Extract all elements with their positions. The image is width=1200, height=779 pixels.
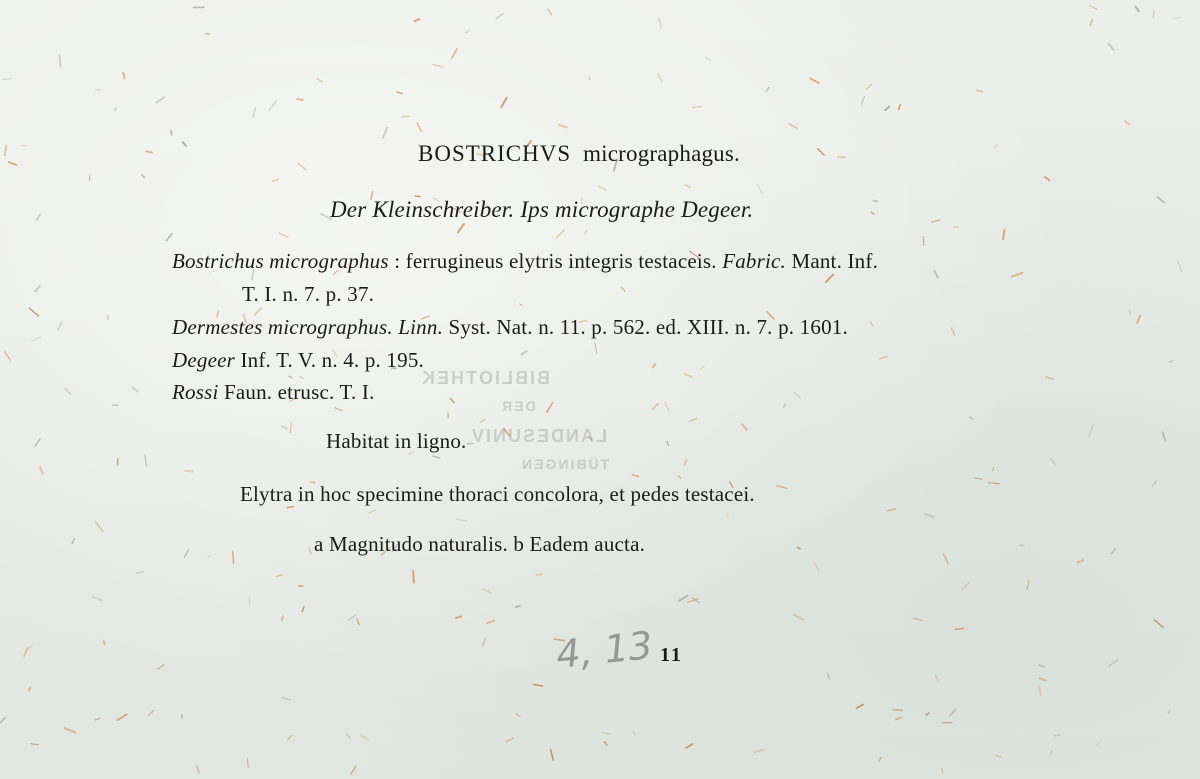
paper-fiber: [856, 705, 863, 709]
paper-fiber: [1163, 432, 1166, 440]
paper-fiber: [118, 714, 127, 720]
paper-fiber: [156, 97, 165, 103]
paper-fiber: [794, 392, 800, 398]
paper-fiber: [974, 478, 982, 479]
paper-fiber: [487, 621, 494, 624]
paper-fiber: [1109, 660, 1118, 666]
paper-fiber: [171, 131, 172, 135]
paper-fiber: [115, 108, 117, 110]
paper-fiber: [433, 456, 440, 458]
paper-fiber: [944, 554, 949, 564]
page-number: 11: [660, 644, 683, 666]
paper-fiber: [104, 641, 105, 645]
paper-fiber: [632, 475, 638, 477]
paper-fiber: [146, 151, 152, 152]
paper-fiber: [302, 607, 304, 612]
paper-fiber: [450, 398, 454, 402]
paper-fiber: [1152, 481, 1157, 487]
paper-fiber: [633, 731, 635, 734]
paper-fiber: [506, 738, 513, 742]
paper-fiber: [133, 387, 138, 391]
reference-1-source: Mant. Inf.: [786, 249, 879, 273]
reference-1-author: Fabric.: [722, 249, 786, 273]
paper-fiber: [559, 125, 567, 128]
paper-fiber: [934, 271, 938, 279]
paper-fiber: [784, 403, 786, 407]
paper-fiber: [521, 351, 527, 355]
reference-3-author: Linn.: [398, 315, 444, 339]
paper-fiber: [433, 64, 444, 67]
paper-fiber: [37, 214, 41, 220]
paper-fiber: [501, 98, 507, 108]
paper-fiber: [483, 639, 486, 645]
paper-fiber: [383, 128, 387, 139]
paper-fiber: [993, 468, 994, 471]
paper-fiber: [932, 220, 941, 222]
paper-fiber: [466, 30, 469, 33]
paper-fiber: [496, 14, 503, 19]
reference-line-1: [172, 248, 878, 274]
paper-fiber: [794, 615, 803, 619]
paper-fiber: [810, 78, 818, 83]
figure-caption: a Magnitudo naturalis. b Eadem aucta.: [314, 532, 646, 556]
reference-line-5: [172, 379, 375, 405]
paper-fiber: [300, 377, 303, 378]
paper-fiber: [5, 145, 6, 155]
paper-fiber: [288, 736, 291, 740]
paper-fiber: [1170, 361, 1173, 362]
paper-fiber: [5, 352, 10, 360]
paper-fiber: [1090, 6, 1097, 10]
paper-fiber: [253, 108, 256, 117]
paper-fiber: [950, 709, 957, 716]
paper-fiber: [136, 572, 143, 573]
paper-fiber: [658, 74, 662, 82]
paper-fiber: [96, 522, 103, 532]
paper-fiber: [272, 179, 278, 182]
paper-fiber: [814, 561, 819, 571]
paper-fiber: [520, 304, 523, 306]
paper-fiber: [925, 514, 934, 517]
paper-fiber: [893, 710, 902, 711]
paper-fiber: [1054, 735, 1060, 736]
paper-fiber: [896, 717, 902, 720]
paper-fiber: [348, 615, 355, 620]
paper-fiber: [1137, 316, 1140, 323]
paper-fiber: [797, 548, 800, 549]
reference-3-name: Dermestes micrographus.: [172, 315, 393, 339]
paper-fiber: [35, 286, 40, 292]
paper-fiber: [826, 275, 834, 283]
paper-fiber: [516, 606, 520, 607]
paper-fiber: [977, 90, 983, 91]
paper-fiber: [24, 648, 28, 657]
paper-fiber: [685, 374, 692, 377]
reference-1-text: : ferrugineus elytris integris testaceis.: [388, 249, 723, 273]
paper-fiber: [279, 233, 288, 237]
paper-fiber: [533, 685, 542, 687]
reference-line-2: [242, 281, 374, 307]
paper-fiber: [368, 510, 375, 513]
paper-fiber: [402, 116, 410, 117]
paper-fiber: [1046, 377, 1054, 379]
paper-fiber: [1003, 230, 1004, 239]
paper-fiber: [605, 742, 608, 746]
paper-fiber: [1168, 710, 1171, 713]
reference-line-3: [172, 314, 848, 340]
paper-fiber: [866, 85, 871, 90]
paper-fiber: [96, 89, 101, 90]
paper-fiber: [184, 549, 189, 557]
paper-fiber: [679, 596, 688, 601]
reference-3-source: Syst. Nat. n. 11. p. 562. ed. XIII. n. 7. p. 1601.: [443, 315, 848, 339]
paper-fiber: [351, 766, 356, 774]
paper-fiber: [247, 759, 248, 768]
paper-fiber: [888, 509, 896, 511]
paper-fiber: [1020, 545, 1024, 546]
paper-fiber: [298, 164, 305, 170]
paper-fiber: [706, 58, 711, 61]
paper-fiber: [35, 439, 40, 447]
paper-fiber: [1108, 44, 1113, 51]
paper-fiber: [208, 556, 211, 558]
paper-fiber: [880, 356, 888, 359]
paper-fiber: [914, 618, 923, 621]
paper-fiber: [145, 455, 147, 467]
paper-fiber: [1153, 11, 1154, 18]
paper-fiber: [297, 99, 303, 100]
paper-fiber: [996, 756, 1000, 758]
paper-fiber: [885, 107, 889, 111]
paper-fiber: [1077, 560, 1083, 563]
paper-fiber: [1051, 751, 1052, 755]
species-title: [418, 141, 740, 167]
paper-fiber: [1051, 459, 1055, 464]
paper-fiber: [653, 364, 656, 368]
common-name-subtitle: Der Kleinschreiber. Ips micrographe Degeer.: [330, 197, 754, 222]
paper-fiber: [870, 322, 873, 326]
paper-fiber: [1125, 121, 1130, 124]
paper-fiber: [686, 744, 693, 748]
paper-fiber: [317, 79, 323, 82]
paper-fiber: [142, 175, 145, 178]
reference-2-text: T. I. n. 7. p. 37.: [242, 282, 375, 306]
paper-fiber: [414, 19, 419, 21]
paper-fiber: [28, 645, 32, 649]
paper-fiber: [361, 736, 369, 740]
paper-fiber: [185, 471, 193, 472]
paper-fiber: [40, 467, 43, 473]
paper-fiber: [516, 714, 520, 717]
paper-fiber: [72, 539, 74, 543]
paper-fiber: [818, 149, 824, 155]
paper-fiber: [754, 750, 763, 752]
paper-fiber: [936, 676, 938, 681]
paper-fiber: [29, 687, 31, 690]
paper-fiber: [197, 766, 200, 773]
paper-fiber: [667, 442, 668, 446]
paper-fiber: [862, 96, 865, 104]
paper-fiber: [158, 665, 164, 670]
paper-fiber: [58, 322, 62, 330]
paper-fiber: [838, 157, 845, 158]
paper-fiber: [335, 408, 343, 411]
paper-fiber: [167, 234, 172, 241]
paper-fiber: [727, 513, 729, 517]
paper-fiber: [1027, 581, 1029, 590]
paper-fiber: [1136, 6, 1139, 11]
paper-fiber: [413, 571, 414, 583]
paper-fiber: [879, 757, 881, 761]
paper-fiber: [31, 337, 40, 341]
paper-fiber: [1111, 549, 1116, 554]
paper-fiber: [536, 574, 542, 575]
paper-fiber: [548, 9, 552, 15]
paper-fiber: [269, 101, 276, 110]
paper-fiber: [685, 185, 690, 187]
paper-fiber: [1155, 620, 1164, 628]
paper-fiber: [955, 628, 963, 629]
paper-fiber: [1039, 665, 1044, 667]
paper-fiber: [994, 145, 998, 148]
paper-fiber: [871, 212, 874, 214]
paper-fiber: [95, 718, 100, 720]
paper-fiber: [282, 426, 287, 429]
paper-fiber: [480, 419, 486, 422]
paper-fiber: [1097, 742, 1100, 745]
paper-fiber: [777, 486, 787, 489]
paper-fiber: [758, 184, 763, 193]
paper-fiber: [595, 343, 597, 353]
reference-5-source: Faun. etrusc. T. I.: [218, 380, 375, 404]
paper-fiber: [31, 744, 39, 745]
paper-fiber: [1039, 686, 1040, 695]
paper-fiber: [622, 288, 625, 291]
paper-fiber: [29, 308, 38, 316]
paper-fiber: [962, 583, 969, 591]
library-stamp-line-4: TÜBINGEN: [520, 456, 610, 472]
paper-fiber: [988, 483, 999, 484]
paper-fiber: [598, 186, 606, 190]
paper-fiber: [397, 92, 403, 94]
paper-fiber: [456, 616, 461, 618]
paper-fiber: [789, 124, 797, 129]
paper-fiber: [277, 575, 283, 577]
paper-fiber: [926, 713, 929, 715]
paper-fiber: [556, 230, 564, 238]
paper-fiber: [952, 328, 955, 335]
reference-line-4: [172, 347, 424, 373]
paper-fiber: [585, 231, 587, 234]
paper-fiber: [1174, 17, 1181, 19]
paper-fiber: [827, 673, 829, 679]
paper-fiber: [1090, 20, 1092, 25]
paper-fiber: [290, 424, 291, 433]
paper-fiber: [1040, 678, 1046, 680]
paper-fiber: [483, 589, 491, 593]
paper-fiber: [1089, 425, 1094, 436]
paper-fiber: [1129, 310, 1130, 315]
paper-fiber: [282, 616, 283, 620]
paper-fiber: [282, 698, 291, 701]
paper-fiber: [2, 79, 11, 80]
paper-fiber: [0, 718, 5, 724]
paper-fiber: [652, 404, 658, 409]
paper-fiber: [357, 619, 359, 625]
habitat-text: Habitat in ligno.: [326, 429, 467, 453]
paper-fiber: [701, 366, 704, 369]
paper-fiber: [659, 18, 661, 28]
reference-4-author: Degeer: [172, 348, 236, 372]
paper-fiber: [346, 734, 350, 739]
paper-fiber: [457, 519, 467, 521]
paper-fiber: [289, 376, 292, 378]
paper-fiber: [233, 552, 234, 563]
paper-fiber: [602, 733, 611, 734]
paper-fiber: [678, 476, 681, 479]
paper-fiber: [742, 424, 747, 430]
paper-fiber: [551, 750, 554, 761]
reference-1-name: Bostrichus micrographus: [172, 249, 389, 273]
paper-fiber: [148, 710, 154, 715]
paper-fiber: [766, 88, 768, 92]
paper-fiber: [692, 107, 701, 108]
library-stamp-line-2: DER: [500, 398, 536, 414]
description-text: Elytra in hoc specimine thoraci concolora, et pedes testacei.: [240, 482, 755, 506]
paper-fiber: [93, 597, 101, 600]
library-stamp-line-3: LANDESUNIV: [470, 426, 608, 446]
paper-fiber: [65, 728, 76, 732]
paper-fiber: [417, 123, 421, 131]
library-stamp-line-1: BIBLIOTHEK: [420, 368, 550, 388]
paper-fiber: [665, 402, 669, 411]
paper-fiber: [684, 460, 686, 466]
paper-fiber: [970, 417, 973, 420]
paper-fiber: [899, 105, 901, 110]
paper-fiber: [183, 142, 186, 146]
paper-fiber: [1045, 177, 1050, 181]
paper-fiber: [547, 403, 553, 412]
paper-fiber: [9, 162, 17, 165]
paper-fiber: [1157, 197, 1164, 203]
paper-fiber: [873, 201, 877, 202]
reference-5-author: Rossi: [172, 380, 219, 404]
paper-fiber: [1178, 261, 1182, 272]
paper-fiber: [309, 548, 311, 554]
paper-fiber: [458, 224, 464, 233]
paper-fiber: [60, 55, 61, 67]
paper-fiber: [65, 388, 71, 395]
pencil-annotation: 4, 13: [553, 623, 655, 677]
paper-fiber: [452, 49, 458, 59]
title-species: micrographagus.: [583, 141, 740, 166]
reference-4-source: Inf. T. V. n. 4. p. 195.: [235, 348, 424, 372]
paper-fiber: [123, 73, 124, 79]
title-genus: BOSTRICHVS: [418, 141, 572, 166]
paper-fiber: [689, 419, 697, 422]
paper-fiber: [1012, 273, 1023, 277]
